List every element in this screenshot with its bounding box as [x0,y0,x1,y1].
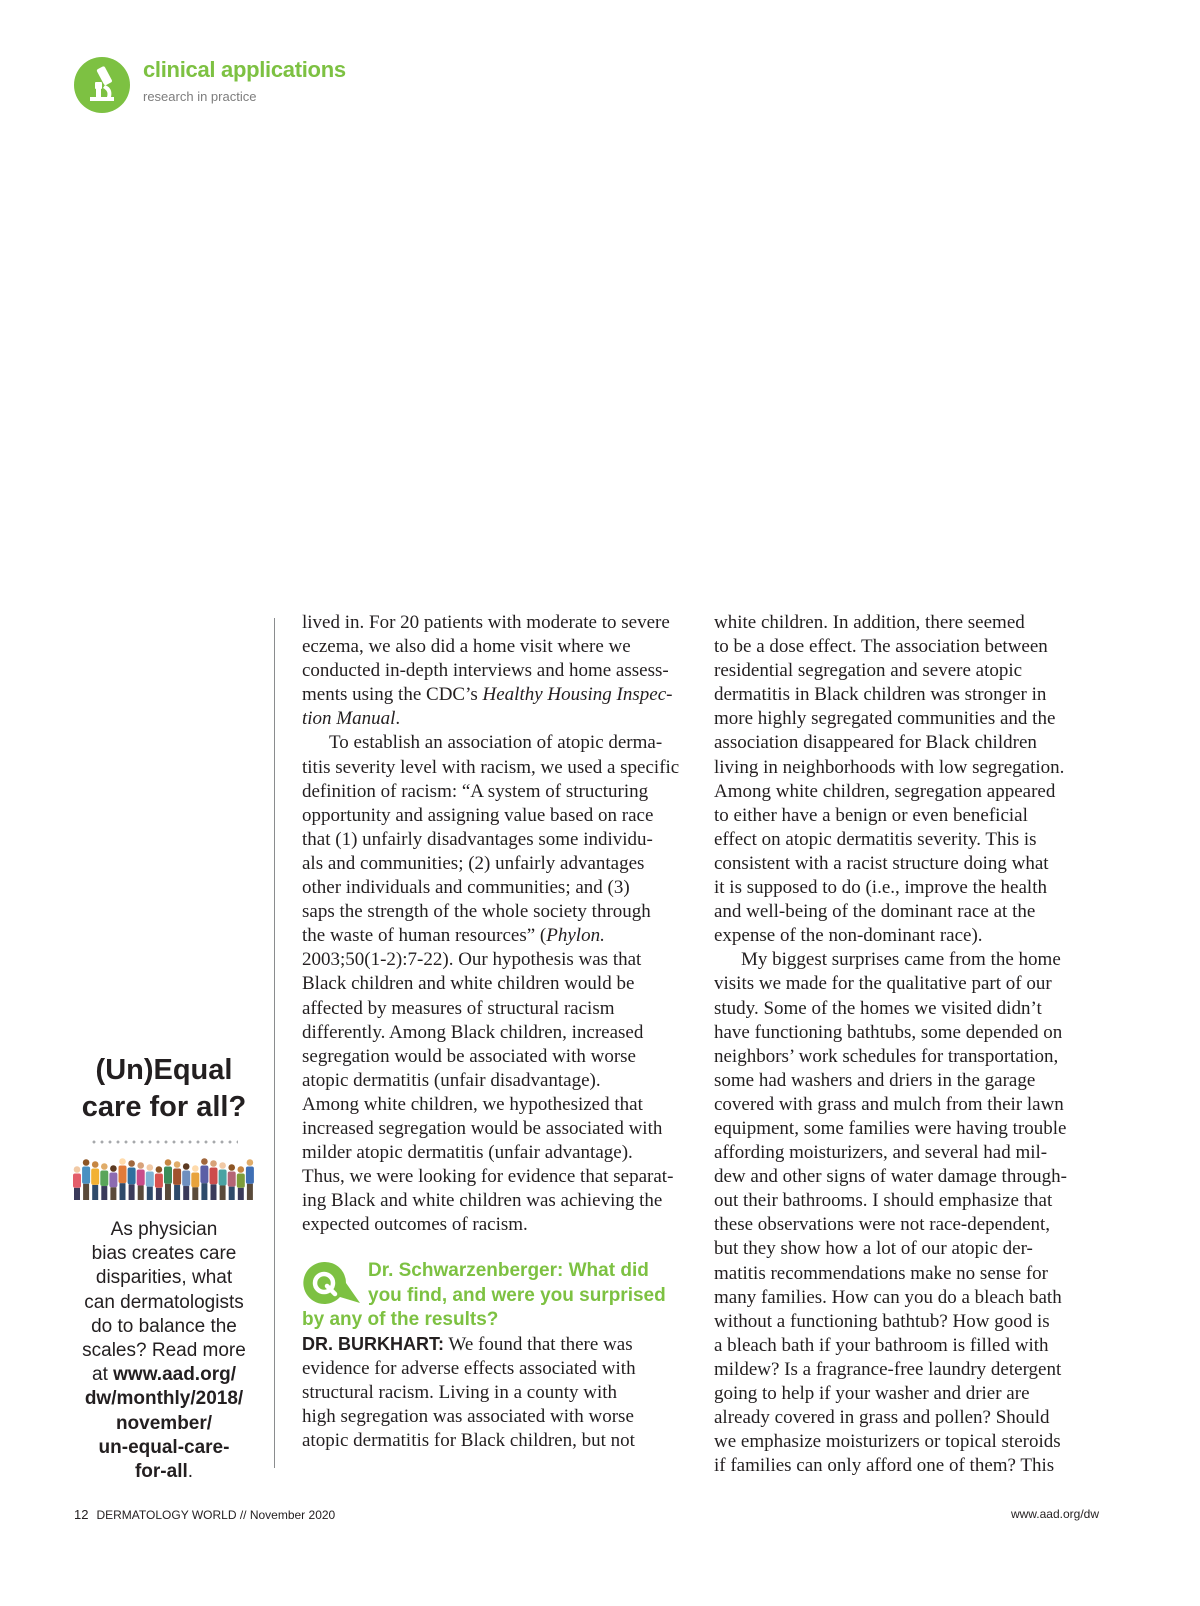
sidebar-body-line: bias creates care [91,1243,237,1265]
person-figure [91,1161,99,1200]
person-figure [200,1158,208,1200]
journal-title: Phylon. [546,925,605,947]
sidebar-body-line: do to balance the [91,1315,237,1337]
person-figure [191,1165,199,1200]
question-line: by any of the results? [302,1308,499,1330]
sidebar-heading-line: care for all? [81,1091,247,1123]
person-figure [182,1163,190,1200]
text-line: neighbors’ work schedules for transportation, [714,1045,1059,1067]
text-line: it is supposed to do (i.e., improve the health [714,877,1047,899]
speaker-label: DR. BURKHART: [302,1334,444,1355]
text-run: ments using the CDC’s [302,684,483,706]
person-figure [109,1165,117,1200]
text-line: white children. In addition, there seemed [714,612,1025,633]
book-title: Healthy Housing Inspec- [482,684,673,706]
text-line: To establish an association of atopic derma- [329,732,663,754]
footer-url[interactable]: www.aad.org/dw [1010,1507,1099,1521]
text-line: expected outcomes of racism. [302,1214,528,1236]
text-line [302,707,694,731]
text-line: matitis recommendations make no sense for [714,1262,1048,1284]
text-line: association disappeared for Black children [714,732,1037,754]
text-line: equipment, some families were having trouble [714,1117,1067,1139]
text-line: affected by measures of structural racism [302,997,615,1019]
text-line: many families. How can you do a bleach bath [714,1286,1062,1308]
text-line [302,924,694,948]
text-run: We found that there was [444,1334,633,1356]
paragraph [714,611,1106,948]
person-figure [210,1160,218,1200]
page-number: 12 [74,1507,89,1522]
text-line: going to help if your washer and drier are [714,1383,1030,1404]
article-link[interactable]: for-all [134,1461,188,1483]
text-line: 2003;50(1-2):7-22). Our hypothesis was that [302,949,642,971]
text-line: dermatitis in Black children was stronger in [714,684,1047,706]
text-run: . [395,708,401,730]
text-line: other individuals and communities; and (3) [302,877,630,899]
person-figure [173,1161,181,1200]
question-bubble-icon [302,1261,362,1307]
text-line: evidence for adverse effects associated with [302,1358,636,1380]
text-line: already covered in grass and pollen? Should [714,1407,1050,1429]
text-line: definition of racism: “A system of structuring [302,780,649,802]
sidebar-body-line: As physician [110,1219,218,1240]
person-figure [219,1162,227,1200]
person-figure [100,1163,108,1200]
article-link[interactable]: un-equal-care- [98,1436,230,1458]
person-figure [137,1162,145,1200]
text-line: consistent with a racist structure doing what [714,852,1049,874]
sidebar-body-line: scales? Read more [82,1340,246,1362]
text-line: some had washers and driers in the garage [714,1069,1036,1091]
text-line: without a functioning bathtub? How good is [714,1310,1050,1332]
person-figure [164,1159,172,1200]
person-figure [246,1159,254,1200]
text-line: structural racism. Living in a county with [302,1382,618,1404]
text-line: milder atopic dermatitis (unfair advantage). [302,1142,633,1164]
text-line: visits we made for the qualitative part of our [714,973,1052,995]
interview-question [302,1259,694,1332]
book-title: tion Manual [302,708,396,730]
article-link[interactable]: www.aad.org/ [113,1364,236,1386]
person-figure [73,1166,81,1200]
section-subtitle: research in practice [143,89,257,104]
sidebar-heading-line: (Un)Equal [95,1054,233,1086]
sidebar-heading [58,1052,270,1126]
text-line: effect on atopic dermatitis severity. This is [714,828,1037,850]
text-line: a bleach bath if your bathroom is filled with [714,1334,1049,1356]
text-line: Among white children, segregation appeared [714,780,1056,802]
text-line: affording moisturizers, and several had mil- [714,1142,1048,1164]
text-line: living in neighborhoods with low segregation. [714,756,1065,778]
text-line [302,1332,694,1357]
text-line: covered with grass and mulch from their lawn [714,1093,1064,1115]
section-title: clinical applications [143,57,346,82]
footer-left [74,1507,335,1522]
text-line: atopic dermatitis (unfair disadvantage). [302,1069,601,1091]
paragraph [302,1332,694,1453]
text-line: saps the strength of the whole society through [302,901,651,923]
dotted-divider [90,1138,238,1146]
sidebar-body-line: disparities, what [95,1267,233,1289]
question-line: you find, and were you surprised [368,1284,666,1306]
text-line: but they show how a lot of our atopic der- [714,1238,1033,1260]
text-line: out their bathrooms. I should emphasize that [714,1190,1053,1212]
text-line: differently. Among Black children, increased [302,1021,644,1043]
text-line: to be a dose effect. The association between [714,636,1048,658]
text-line: My biggest surprises came from the home [741,949,1061,971]
article-column-3 [714,611,1106,1478]
person-figure [237,1166,245,1200]
text-line: Thus, we were looking for evidence that separat- [302,1166,674,1188]
text-line [302,683,694,707]
person-figure [82,1159,90,1200]
text-line: that (1) unfairly disadvantages some individu- [302,828,653,850]
text-line: Among white children, we hypothesized that [302,1093,643,1115]
link-prefix: at [92,1364,108,1386]
paragraph [302,731,694,1237]
text-line: if families can only afford one of them? This [714,1455,1055,1477]
publication-info: DERMATOLOGY WORLD // November 2020 [96,1508,336,1522]
column-divider [274,618,275,1468]
person-figure [155,1166,163,1200]
person-figure [128,1160,136,1200]
paragraph [302,611,694,731]
link-period: . [187,1461,194,1483]
text-line: more highly segregated communities and the [714,708,1056,730]
text-line: mildew? Is a fragrance-free laundry detergent [714,1358,1062,1380]
article-column-2 [302,611,694,1454]
article-link[interactable]: dw/monthly/2018/ [84,1388,244,1410]
person-figure [119,1158,127,1200]
text-line: have functioning bathtubs, some depended on [714,1021,1063,1043]
text-line: study. Some of the homes we visited didn’t [714,997,1042,1019]
text-line: to either have a benign or even beneficial [714,804,1028,826]
text-line: als and communities; (2) unfairly advantages [302,852,645,874]
sidebar-link-line [68,1363,260,1387]
paragraph [714,948,1106,1478]
sidebar-body-line: can dermatologists [84,1291,244,1313]
text-line: atopic dermatitis for Black children, but not [302,1430,635,1452]
text-line: increased segregation would be associated with [302,1117,663,1139]
text-line: Black children and white children would be [302,973,635,995]
text-line: we emphasize moisturizers or topical steroids [714,1431,1061,1453]
text-line: dew and other signs of water damage through- [714,1166,1067,1188]
text-line: conducted in-depth interviews and home assess- [302,660,669,682]
text-line: expense of the non-dominant race). [714,925,983,947]
person-figure [228,1164,236,1200]
text-line: residential segregation and severe atopic [714,660,1023,682]
sidebar-body [68,1218,260,1484]
question-line: Dr. Schwarzenberger: What did [368,1260,649,1282]
text-line: and well-being of the dominant race at the [714,901,1036,923]
text-line: titis severity level with racism, we used a specific [302,756,680,778]
text-line: lived in. For 20 patients with moderate to severe [302,612,670,633]
person-figure [146,1164,154,1200]
text-line: segregation would be associated with worse [302,1045,636,1067]
text-line: ing Black and white children was achieving the [302,1190,663,1212]
text-line: eczema, we also did a home visit where we [302,636,631,658]
sidebar-callout [68,1052,260,1484]
text-line: high segregation was associated with worse [302,1406,634,1428]
text-line: opportunity and assigning value based on race [302,804,654,826]
text-line: these observations were not race-dependent, [714,1214,1051,1236]
microscope-icon [74,57,130,113]
article-link[interactable]: november/ [115,1412,213,1434]
text-run: the waste of human resources” ( [302,925,547,947]
crowd-of-people-illustration [72,1152,256,1200]
